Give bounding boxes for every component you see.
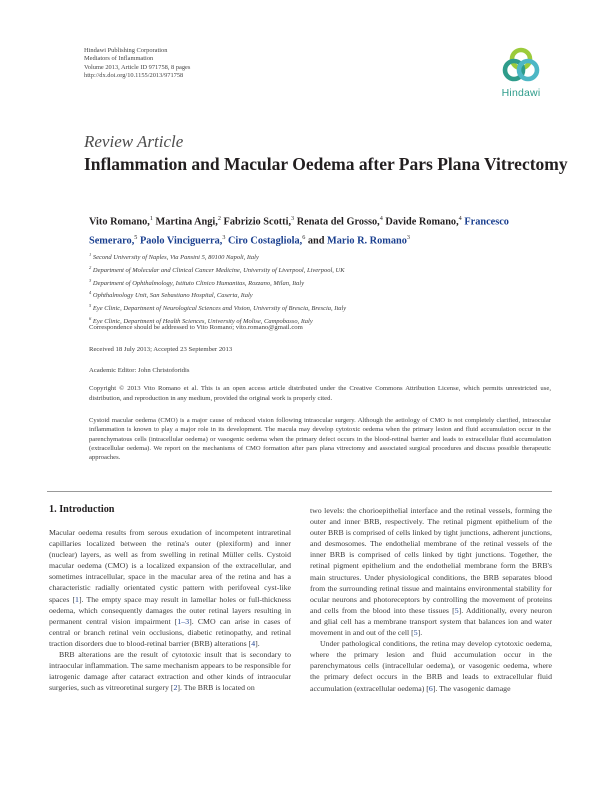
- correspondence: Correspondence should be addressed to Vito Romano; vito.romano@gmail.com: [89, 324, 303, 331]
- abstract: Cystoid macular oedema (CMO) is a major cause of reduced vision following intraocular surgery. Although the aetiology of CMO is not completely clarified, intraocular inflammation is known to play a major role in its development. The macula may develop cytotoxic oedema when the primary lesion and fluid accumulation occur in the parenchymatous cells (intracellular oedema) or vasogenic oedema when the primary defect occurs in the blood-retinal barrier and leads to extracellular fluid accumulation (extracellular oedema). We report on the mechanisms of CMO formation after pars plana vitrectomy and associated surgical procedures and discuss possible therapeutic approaches.: [89, 417, 551, 462]
- body-text: BRB alterations are the result of cytotoxic insult that is secondary to intraocular inflammation. The same mechanism appears to be responsible for iatrogenic damage after cataract extraction and other kinds of intraocular surgeries, such as vitreoretinal surgery [: [49, 650, 291, 693]
- academic-editor: Academic Editor: John Christoforidis: [89, 367, 190, 374]
- journal-info: [84, 47, 190, 81]
- affiliation-item: [89, 301, 346, 314]
- affiliation-item: [89, 263, 346, 276]
- body-text: ].: [255, 638, 260, 648]
- affiliation-number: 4: [89, 290, 92, 296]
- body-text: Macular oedema results from serous exudation of incompetent intraretinal capillaries localized between the retina's outer (plexiform) and inner (nuclear) layers, as well as from swelling in retinal Müller cells. Cystoid macular oedema (CMO) is a localized expansion of the extracellular, and sometimes intracellular, space in the macular area of the retina and has a characteristic radially orientated cystic pattern with perifoveal cyst-like spaces [: [49, 528, 291, 604]
- author-list: [89, 211, 529, 250]
- author-name: Fabrizio Scotti,: [223, 216, 292, 228]
- article-type: Review Article: [84, 132, 184, 151]
- citation-link[interactable]: 1: [75, 594, 79, 604]
- affiliation-number: 2: [89, 264, 92, 270]
- hindawi-logo-text: Hindawi: [501, 87, 541, 99]
- affiliation-text: Department of Molecular and Clinical Cancer Medicine, University of Liverpool, Liverpool, UK: [91, 266, 345, 274]
- affiliation-number: 3: [89, 277, 92, 283]
- author-link[interactable]: Ciro Costagliola,: [228, 235, 303, 247]
- journal-publisher: Hindawi Publishing Corporation: [84, 47, 168, 54]
- affiliation-text: Eye Clinic, Department of Neurological Sciences and Vision, University of Brescia, Brescia, Italy: [91, 305, 347, 313]
- author-affiliation-mark: 4: [458, 215, 462, 222]
- affiliation-number: 6: [89, 315, 92, 321]
- citation-link[interactable]: 5: [413, 628, 418, 638]
- hindawi-logo: [496, 46, 546, 108]
- body-text: ]. The vasogenic damage: [432, 683, 511, 693]
- author-link[interactable]: Mario R. Romano: [327, 235, 407, 247]
- received-accepted-dates: Received 18 July 2013; Accepted 23 September 2013: [89, 346, 233, 353]
- author-affiliation-mark: 3: [222, 234, 226, 242]
- body-text: two levels: the chorioepithelial interface and the retinal vessels, forming the outer and inner BRB, respectively. The retinal pigment epithelium of the outer BRB is comprised of cells linked by tight junctions, adherent junctions, and desmosomes. The endothelial membrane of the retinal vessels of the inner BRB is comprised of cells linked by tight junctions. Together, the retinal pigment epithelium and the endothelial membrane form the BRB's main structures. Under physiological conditions, the BRB separates blood from the surrounding retinal tissue and maintains environmental stability for ocular neurons and photoreceptors by controlling the movement of proteins and cells from the blood into these tissues [: [310, 506, 552, 615]
- author-affiliation-mark: 5: [134, 234, 138, 242]
- author-affiliation-mark: 4: [379, 215, 383, 222]
- citation-link[interactable]: 1–3: [177, 616, 190, 626]
- author-link[interactable]: Paolo Vinciguerra,: [139, 235, 223, 247]
- affiliation-item: [89, 250, 346, 263]
- author-name: Renata del Grosso,: [296, 216, 380, 228]
- body-text: ]. The empty space may result in lamellar holes or full-thickness oedema, which consequently damages the outer retinal layers resulting in permanent central vision impairment [: [49, 594, 291, 626]
- body-text: ].: [417, 628, 423, 638]
- body-text: ]. The BRB is located on: [177, 683, 255, 693]
- author-affiliation-mark: 1: [149, 215, 153, 222]
- article-title: Inflammation and Macular Oedema after Pars Plana Vitrectomy: [84, 154, 568, 174]
- body-text: ]. CMO can arise in cases of central or branch retinal vein occlusions, diabetic retinopathy, and retinal traction disorders due to blood-retinal barrier (BRB) alterations [: [49, 616, 291, 648]
- affiliation-number: 5: [89, 303, 92, 308]
- affiliation-text: Ophthalmology Unit, San Sebastiano Hospital, Caserta, Italy: [91, 292, 253, 300]
- citation-link[interactable]: 6: [428, 683, 433, 693]
- affiliation-item: [89, 288, 346, 301]
- author-name: Davide Romano,: [385, 216, 459, 228]
- author-link[interactable]: Francesco Semeraro,: [89, 216, 509, 247]
- author-affiliation-mark: 3: [406, 234, 410, 242]
- section-heading-introduction: 1. Introduction: [49, 504, 115, 515]
- citation-link[interactable]: 5: [454, 605, 459, 615]
- journal-name: Mediators of Inflammation: [84, 55, 154, 63]
- author-affiliation-mark: 3: [291, 215, 295, 222]
- left-column: [49, 527, 291, 693]
- author-name: and: [307, 235, 325, 247]
- body-text: Under pathological conditions, the retina may develop cytotoxic oedema, where the primary lesion and fluid accumulation occur in the parenchymatous cells (intracellular oedema), or vasogenic oedema, where the primary defect occurs in the BRB and leads to extracellular fluid accumulation (extracellular oedema) [: [310, 639, 552, 693]
- body-paragraph: [49, 527, 291, 649]
- hindawi-logo-icon: [501, 46, 541, 86]
- affiliation-text: Department of Ophthalmology, Istituto Clinico Humanitas, Rozzano, Milan, Italy: [91, 279, 305, 287]
- citation-link[interactable]: 4: [251, 638, 256, 648]
- body-text: ]. Additionally, every neuron and glial cell has a membrane transport system that balances ion and water movement in and out of the cell [: [310, 605, 552, 638]
- author-name: Vito Romano,: [89, 216, 150, 228]
- copyright-notice: Copyright © 2013 Vito Romano et al. This is an open access article distributed under the Creative Commons Attribution License, which permits unrestricted use, distribution, and reproduction in any medium, provided the original work is properly cited.: [89, 385, 551, 402]
- affiliation-text: Second University of Naples, Via Pansini 5, 80100 Napoli, Italy: [91, 254, 259, 262]
- section-divider: [47, 491, 552, 492]
- journal-volume: Volume 2013, Article ID 971758, 8 pages: [84, 63, 191, 71]
- citation-link[interactable]: 2: [173, 683, 178, 693]
- affiliation-number: 1: [89, 252, 92, 257]
- body-paragraph: [49, 649, 291, 693]
- right-column: [310, 505, 552, 694]
- author-affiliation-mark: 2: [217, 215, 221, 222]
- affiliation-list: [89, 250, 346, 327]
- body-paragraph: [310, 638, 552, 693]
- journal-doi[interactable]: http://dx.doi.org/10.1155/2013/971758: [84, 72, 184, 80]
- affiliation-text: Eye Clinic, Department of Health Sciences, University of Molise, Campobasso, Italy: [91, 317, 313, 325]
- body-paragraph: [310, 505, 552, 638]
- author-affiliation-mark: 6: [302, 234, 306, 242]
- affiliation-item: [89, 276, 346, 289]
- author-name: Martina Angi,: [155, 216, 218, 228]
